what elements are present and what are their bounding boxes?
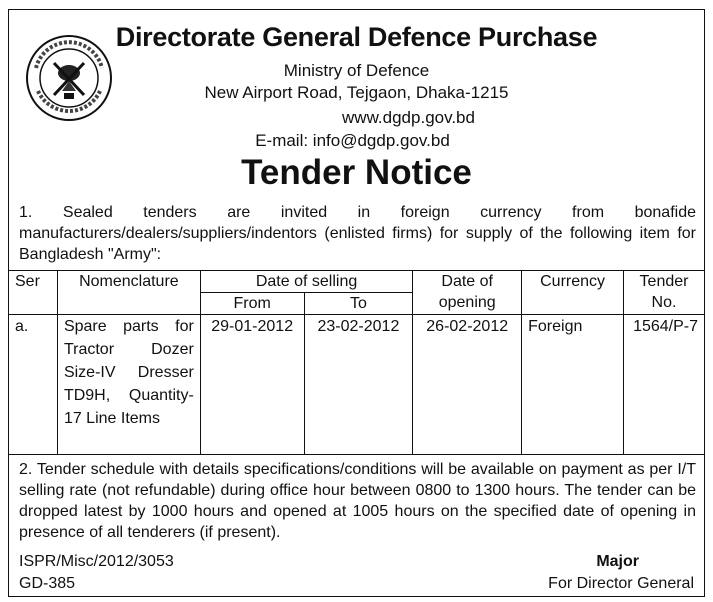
signatory-role: For Director General [548,575,694,592]
cell-currency: Foreign [522,315,624,455]
cell-ser: a. [9,315,58,455]
paragraph-invitation: 1. Sealed tenders are invited in foreign currency from bonafide manufacturers/dealers/suppliers/indentors (enlisted firms) for supply of the following item for Bangladesh "Army": [19,204,696,263]
paragraph-schedule: 2. Tender schedule with details specifications/conditions will be available on payment as per I/T selling rate (not refundable) during office hour between 0800 to 1300 hours. The tender can be dropped latest by 1000 hours and opened at 1005 hours on the specified date of opening in presence of all tenderers (if present). [19,461,696,541]
cell-opening-date: 26-02-2012 [413,315,522,455]
table-header-row [9,271,705,293]
header-from: From [200,293,304,315]
signatory-rank: Major [596,553,639,570]
header-tender-no: Tender No. [624,271,705,315]
cell-from-date: 29-01-2012 [200,315,304,455]
header-nomenclature: Nomenclature [57,271,200,315]
header-ser: Ser [9,271,58,315]
cell-tender-no: 1564/P-7 [624,315,705,455]
org-name: Directorate General Defence Purchase [115,22,598,52]
cell-to-date: 23-02-2012 [304,315,413,455]
cell-nomenclature: Spare parts for Tractor Dozer Size-IV Dresser TD9H, Quantity-17 Line Items [57,315,200,455]
header-date-of-selling: Date of selling [200,271,413,293]
website-link[interactable]: www.dgdp.gov.bd [342,108,475,127]
table-row [9,315,705,455]
notice-title: Tender Notice [241,153,472,192]
header-date-of-opening: Date of opening [413,271,522,315]
header-to: To [304,293,413,315]
gd-number: GD-385 [19,575,76,592]
reference-number: ISPR/Misc/2012/3053 [19,553,174,570]
ministry-name: Ministry of Defence [283,61,430,80]
header-currency: Currency [522,271,624,315]
tender-table [8,270,705,455]
email-link[interactable]: E-mail: info@dgdp.gov.bd [255,131,450,150]
org-address: New Airport Road, Tejgaon, Dhaka-1215 [204,83,509,102]
